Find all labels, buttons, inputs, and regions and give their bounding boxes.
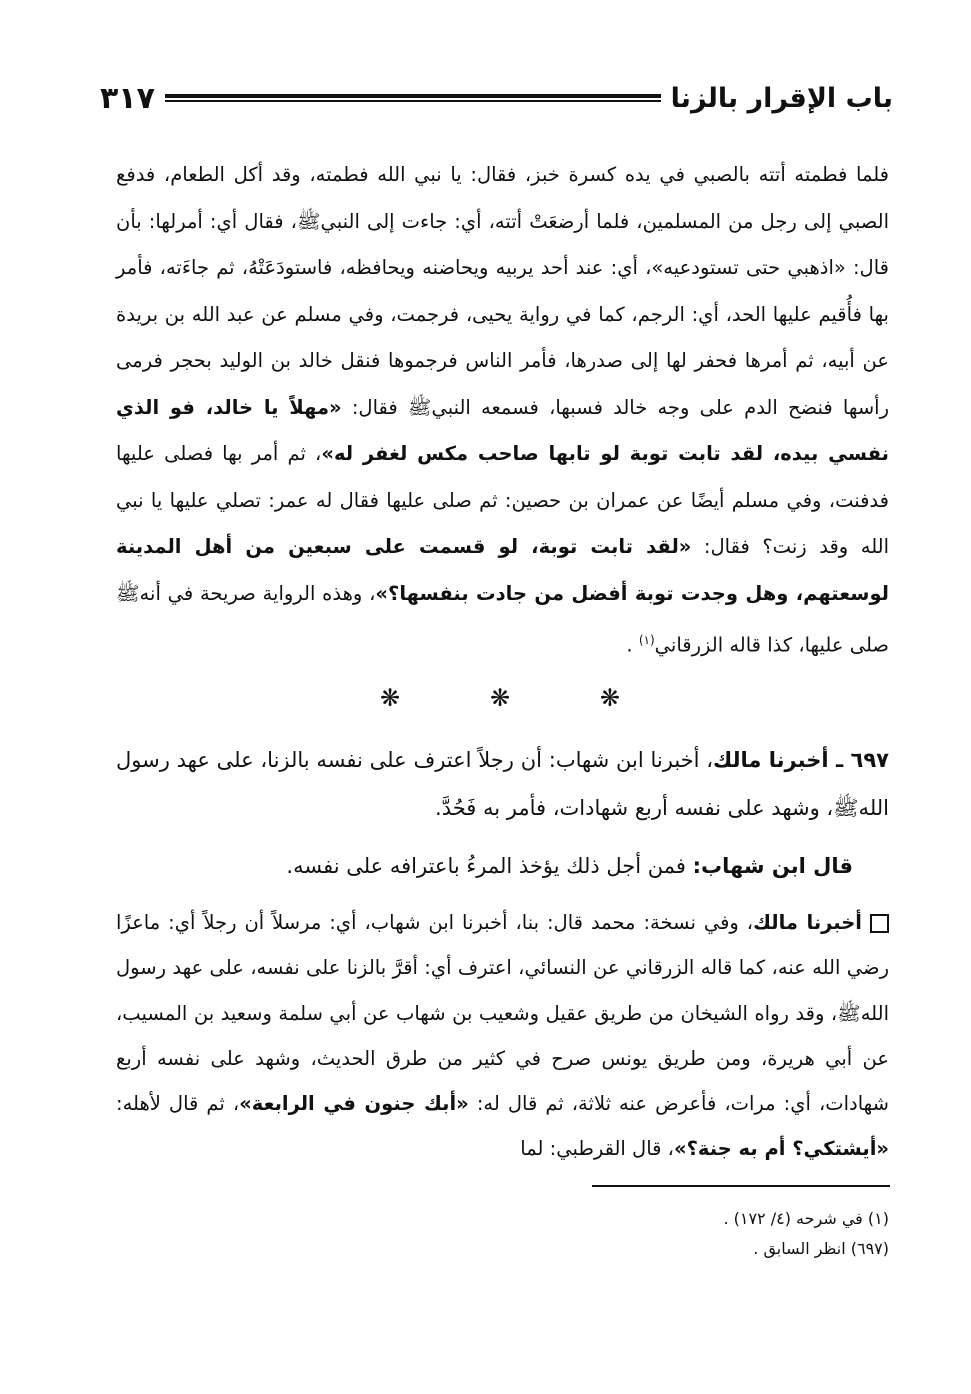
hadith-quote-bold: «أيشتكي؟ أم به جنة؟» [673,1137,889,1161]
header-rule [165,94,661,102]
star-ornament: ❋ [489,684,511,712]
footnote: (١) في شرحه (٤/ ١٧٢) . [723,1209,889,1228]
hadith-quote-bold: «لقد تابت توبة، لو قسمت على سبعين من أهل المدينة لوسعتهم، وهل وجدت توبة أفضل من جادت بنفسها؟» [116,535,889,605]
section-separator [380,682,620,714]
text-run: ، وهذه الرواية صريحة في أنهﷺ صلى عليها، كذا قاله الزرقاني [116,581,889,657]
ibn-shihab-statement [116,842,853,890]
hadith-text [116,736,889,832]
ibn-shihab-lead: قال ابن شهاب: [692,854,853,878]
text-run: فلما فطمته أتته بالصبي في يده كسرة خبز، فقال: يا نبي الله فطمته، وقد أكل الطعام، فدفع الصبي إلى رجل من المسلمين، فلما أرضعَتْ أتته، أي: جاءت إلى النبيﷺ، فقال أي: أمرلها: بأن قال: «اذهبي حتى تستودعيه»، أي: عند أحد يربيه ويحاضنه ويحافظه، فاستودَعَتْهُ، ثم جاءَته، فأمر بها فأُقيم عليها الحد، أي: الرجم، كما في رواية يحيى، فرجمت، وفي مسلم عن عبد الله بن بريدة عن أبيه، ثم أمرها فحفر لها إلى صدرها، فأمر الناس فرجموها فنقل خالد بن الوليد بحجر فرمى رأسها فنضح الدم على وجه خالد فسبها، فسمعه النبيﷺ فقال: [116,163,889,419]
footnotes [400,1204,889,1264]
star-ornament: ❋ [380,684,401,712]
text-run: ، وفي نسخة: محمد قال: بنا، أخبرنا ابن شهاب، أي: مرسلاً أن رجلاً أي: ماعزًا رضي الله عنه، كما قاله الزرقاني عن النسائي، اعترف أي: أقرَّ بالزنا على نفسه، على عهد رسول اللهﷺ، وقد رواه الشيخان من طريق عقيل وشعيب بن شهاب عن أبي سلمة وسعيد بن المسيب، عن أبي هريرة، ومن طريق يونس صرح في كثير من طرق الحديث، وشهد على نفسه أربع شهادات، أي: مرات، فأعرض عنه ثلاثة، ثم قال له: [116,911,889,1116]
text-run: . [626,633,639,657]
text-run: ، قال القرطبي: لما [520,1137,674,1161]
commentary-paragraph [116,900,889,1172]
running-title: باب الإقرار بالزنا [670,82,893,114]
text-run: ، ثم أمر بها فصلى عليها فدفنت، وفي مسلم أيضًا عن عمران بن حصين: ثم صلى عليها فقال له عمر: تصلي عليها يا نبي الله وقد زنت؟ فقال: [116,442,890,558]
hadith-quote-bold: «أبك جنون في الرابعة» [239,1092,469,1116]
hadith-body: ، أخبرنا ابن شهاب: أن رجلاً اعترف على نفسه بالزنا، على عهد رسول اللهﷺ، وشهد على نفسه أربع شهادات، فأمر به فَحُدَّ. [116,748,889,820]
page-number: ٣١٧ [100,80,155,116]
square-marker-icon [870,914,889,933]
footnote-marker: (١) [638,633,655,647]
text-run: ، ثم قال لأهله: [116,1092,240,1116]
star-ornament: ❋ [599,684,620,712]
ibn-shihab-body: فمن أجل ذلك يؤخذ المرءُ باعترافه على نفسه. [286,854,693,878]
commentary-lead: أخبرنا مالك [753,911,862,934]
footnote: (٦٩٧) انظر السابق . [753,1239,889,1258]
commentary-paragraph-top [116,152,889,669]
page-header [100,78,893,118]
hadith-quote-bold: «مهلاً يا خالد، فو الذي نفسي بيده، لقد تابت توبة لو تابها صاحب مكس لغفر له» [116,395,889,465]
hadith-number-lead: ٦٩٧ ـ أخبرنا مالك [713,748,889,772]
footnote-rule [592,1185,890,1187]
